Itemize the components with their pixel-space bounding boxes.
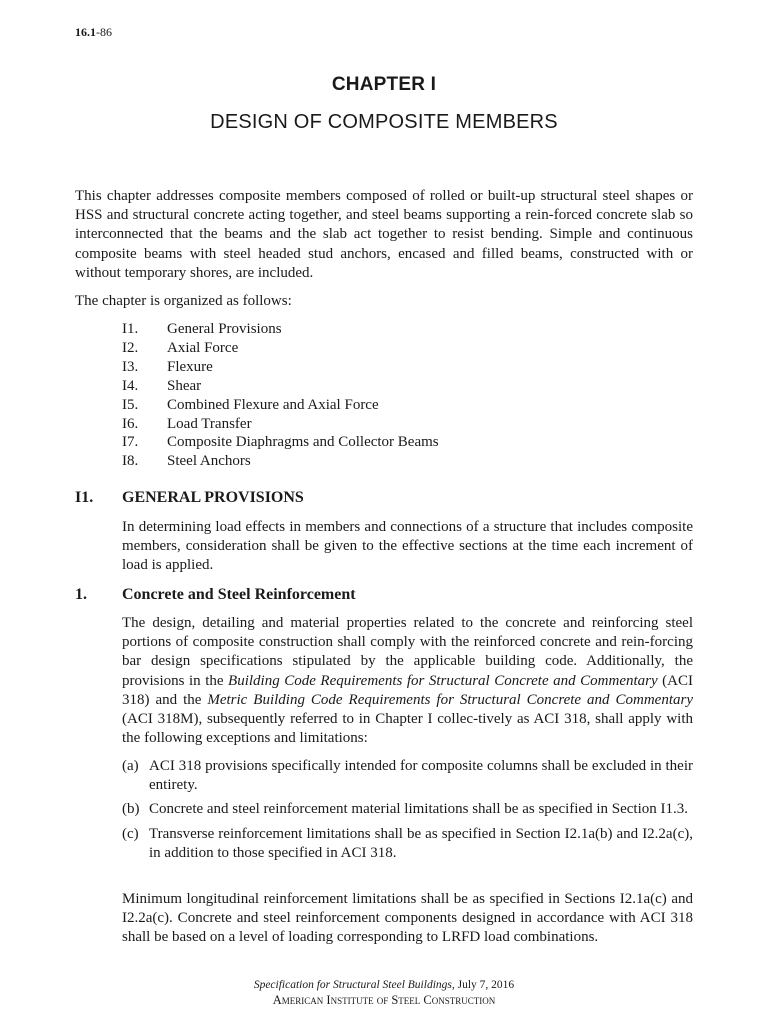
list-item-label: (a) (122, 758, 139, 774)
list-item (122, 800, 693, 819)
list-item-text: Concrete and steel reinforcement material limitations shall be as specified in Section I1.3. (149, 801, 688, 818)
toc-item-title: Axial Force (167, 339, 239, 356)
toc-item-number: I2. (122, 339, 139, 356)
footer-publisher: American Institute of Steel Construction (272, 993, 496, 1007)
subsection-1-paragraph (122, 614, 693, 748)
toc-item (122, 339, 439, 358)
toc-item-number: I8. (122, 453, 139, 470)
toc-item-number: I3. (122, 358, 139, 375)
paragraph-text-a: The design, detailing and material properties related to the concrete and reinforcing steel portions of composite construction shall comply with the reinforced concrete and rein-forcing bar design specifications stipulated by the applicable building code. Additionally, the provisions in the (122, 615, 693, 689)
footer-date: July 7, 2016 (454, 979, 515, 991)
chapter-title: DESIGN OF COMPOSITE MEMBERS (210, 111, 558, 133)
chapter-label: CHAPTER I (331, 74, 437, 95)
section-i1-number: I1. (75, 489, 94, 506)
toc-item-number: I1. (122, 321, 139, 337)
aci318-title: Building Code Requirements for Structural Concrete and Commentary (228, 672, 658, 689)
toc-item-number: I7. (122, 434, 139, 451)
list-item (122, 825, 693, 863)
page-number-rest: -86 (96, 25, 112, 39)
list-item-text: Transverse reinforcement limitations shall be as specified in Section I2.1a(b) and I2.2a(c), in addition to those specified in ACI 318. (149, 825, 693, 861)
list-item-label: (c) (122, 825, 139, 842)
subsection-1-title: Concrete and Steel Reinforcement (122, 586, 356, 603)
footer-spec-title: Specification for Structural Steel Buildings, (253, 979, 455, 991)
toc-item-title: Composite Diaphragms and Collector Beams (167, 434, 439, 451)
subsection-1-number: 1. (75, 586, 87, 603)
toc-item-title: Load Transfer (167, 415, 252, 432)
section-i1-paragraph: In determining load effects in members and connections of a structure that includes composite members, consideration shall be given to the effective sections at the time each increment of load is applied. (122, 519, 693, 574)
section-i1-title: GENERAL PROVISIONS (122, 489, 304, 506)
aci318m-title: Metric Building Code Requirements for Structural Concrete and Commentary (207, 691, 693, 708)
toc-item (122, 396, 439, 415)
toc-item-number: I5. (122, 396, 139, 413)
closing-paragraph: Minimum longitudinal reinforcement limitations shall be as specified in Sections I2.1a(c) and I2.2a(c). Concrete and steel reinforcement components designed in accordance with ACI 318 shall be based on a level of loading corresponding to LRFD load combinations. (122, 891, 693, 946)
page-number (75, 25, 112, 40)
toc-item (122, 433, 439, 452)
chapter-toc (122, 320, 439, 471)
intro-paragraph: This chapter addresses composite members composed of rolled or built-up structural steel shapes or HSS and structural concrete acting together, and steel beams supporting a rein-forced concrete slab so interconnected that the beams and the slab act together to resist bending. Simple and continuous composite beams with steel headed stud anchors, encased and filled beams, constructed with or without temporary shores, are included. (75, 188, 693, 281)
toc-item-title: Steel Anchors (167, 453, 251, 470)
footer-spec-line (0, 979, 768, 991)
toc-item-title: Flexure (167, 358, 213, 375)
list-item-text: ACI 318 provisions specifically intended for composite columns shall be excluded in their entirety. (149, 758, 693, 794)
toc-item-title: General Provisions (167, 321, 282, 337)
toc-item-title: Shear (167, 377, 202, 394)
organized-paragraph: The chapter is organized as follows: (75, 293, 292, 309)
toc-item-number: I6. (122, 415, 139, 432)
list-item-label: (b) (122, 801, 140, 818)
page-number-bold: 16.1 (75, 25, 96, 39)
list-item (122, 757, 693, 795)
toc-item (122, 320, 439, 339)
paragraph-text-b: (ACI 318) and the (122, 672, 693, 708)
toc-item-title: Combined Flexure and Axial Force (167, 396, 379, 413)
toc-item (122, 358, 439, 377)
toc-item (122, 415, 439, 434)
paragraph-text-c: (ACI 318M), subsequently referred to in Chapter I collec-tively as ACI 318, shall apply with the following exceptions and limitations: (122, 711, 693, 747)
toc-item (122, 377, 439, 396)
toc-item-number: I4. (122, 377, 139, 394)
exceptions-list (122, 757, 693, 863)
toc-item (122, 452, 439, 471)
